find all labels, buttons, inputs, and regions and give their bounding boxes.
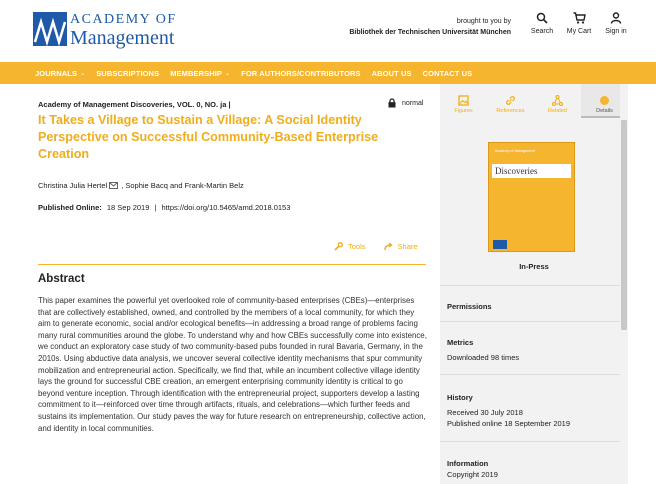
history-section — [447, 392, 570, 429]
status-label: In-Press — [519, 262, 549, 271]
divider — [440, 321, 620, 322]
cart-label: My Cart — [566, 28, 592, 35]
journal-name[interactable]: Academy of Management Discoveries, — [38, 100, 175, 109]
main-nav — [0, 62, 656, 84]
chevron-down-icon: ⌄ — [225, 70, 231, 77]
nav-label: CONTACT US — [422, 68, 473, 78]
wrench-icon — [334, 242, 343, 251]
brought-by-text: brought to you by — [456, 18, 511, 25]
separator: | — [154, 203, 157, 212]
history-heading: History — [447, 393, 473, 402]
published-date: 18 Sep 2019 — [106, 203, 150, 212]
tab-label: Figures — [454, 108, 473, 114]
mail-icon[interactable] — [109, 182, 118, 189]
tab-references[interactable] — [487, 84, 534, 118]
aom-logo[interactable] — [33, 12, 177, 48]
aom-logo-mark-icon — [33, 12, 67, 46]
circle-icon — [599, 95, 610, 106]
metrics-section — [447, 337, 519, 363]
download-count: Downloaded 98 times — [447, 353, 520, 362]
journal-cover[interactable] — [488, 142, 575, 252]
abstract-text: This paper examines the powerful yet overlooked role of community-based enterprises (CBEs)—enterprises that are collectively established, owned, and controlled by the members of a local community, for which they aim to generate economic, social and/or ecological benefits—in addressing a broad range of problems facing many rural communities around the globe. To understand why and how CBEs successfully come into existence, we conduct an exploratory case study of two community-based pubs founded in rural Bavaria, Germany, in the 2010s. Using abductive data analysis, we uncover several collective identity mechanisms that spur community mobilization and entrepreneurial action. Specifically, we find that, while an incumbent collective village identity lays the ground for successful CBE creation, an emergent enterprising community identity is critical to go beyond venture inception. Through identification with the entrepreneurial project, supporters develop a lasting commitment to it—reinforced over time through artifacts, rituals, and celebrations—which further feeds and sustains its implementation. Our study paves the way for future research on entrepreneurship, collective action, and identity in local communities. — [38, 296, 427, 433]
nav-label: SUBSCRIPTIONS — [96, 68, 160, 78]
tab-figures[interactable] — [440, 84, 487, 118]
article-tools — [334, 242, 436, 251]
tab-related[interactable] — [534, 84, 581, 118]
tab-label: Details — [596, 108, 613, 114]
doi-link[interactable]: https://doi.org/10.5465/amd.2018.0153 — [161, 203, 291, 212]
author-link[interactable]: Christina Julia Hertel — [38, 181, 108, 190]
logo-line2: Management — [70, 27, 175, 49]
image-icon — [458, 95, 469, 106]
tools-button[interactable] — [334, 242, 366, 251]
access-indicator — [388, 98, 423, 108]
cart-icon — [573, 11, 586, 25]
signin-button[interactable] — [603, 11, 629, 35]
divider — [440, 441, 620, 442]
divider — [440, 374, 620, 375]
metrics-heading: Metrics — [447, 338, 474, 347]
site-header — [0, 0, 656, 62]
tab-label: References — [496, 108, 525, 114]
search-button[interactable] — [529, 11, 555, 35]
nav-item-membership[interactable] — [170, 69, 230, 78]
tab-label: Related — [548, 108, 567, 114]
scrollbar-thumb[interactable] — [621, 120, 627, 330]
permissions-section[interactable] — [447, 301, 492, 316]
sidebar-tabs — [440, 84, 628, 118]
access-label: normal — [402, 99, 424, 107]
nav-item-contact-us[interactable] — [423, 69, 473, 78]
abstract-heading: Abstract — [38, 273, 85, 285]
lock-icon — [388, 98, 396, 108]
link-icon — [505, 95, 516, 106]
share-icon — [384, 242, 393, 251]
nav-label: JOURNALS — [35, 68, 78, 78]
author-list — [38, 181, 244, 190]
details-sidebar — [440, 84, 628, 484]
journal-citation — [38, 100, 231, 109]
signin-label: Sign in — [605, 28, 627, 35]
other-authors[interactable]: , Sophie Bacq and Frank-Martin Belz — [121, 181, 244, 190]
nav-item-about-us[interactable] — [372, 69, 412, 78]
search-label: Search — [530, 28, 554, 35]
information-section — [447, 458, 498, 480]
search-icon — [536, 11, 548, 25]
permissions-heading: Permissions — [447, 302, 492, 311]
cover-logo-icon — [493, 240, 507, 249]
published-online-date: Published online 18 September 2019 — [447, 419, 571, 428]
nav-item-subscriptions[interactable] — [96, 69, 159, 78]
logo-line1: ACADEMY OF — [70, 12, 177, 27]
nav-item-for-authors[interactable] — [241, 69, 360, 78]
copyright-text: Copyright 2019 — [447, 470, 498, 479]
nav-label: FOR AUTHORS/CONTRIBUTORS — [241, 68, 361, 78]
cover-small-text: Academy of Management — [495, 149, 535, 153]
cart-button[interactable] — [566, 11, 592, 35]
journal-volume: VOL. 0, NO. ja | — [176, 100, 231, 109]
share-button[interactable] — [384, 242, 418, 251]
information-heading: Information — [447, 459, 489, 468]
article-title: It Takes a Village to Sustain a Village: A Social Identity Perspective on Successful Community-Based Enterprise Creation — [38, 113, 379, 161]
chevron-down-icon: ⌄ — [80, 70, 86, 77]
user-icon — [610, 11, 622, 25]
cover-title: Discoveries — [492, 164, 571, 178]
published-label: Published Online: — [38, 203, 102, 212]
share-nodes-icon — [552, 95, 563, 106]
published-info — [38, 203, 290, 212]
share-label: Share — [397, 242, 418, 251]
nav-label: MEMBERSHIP — [170, 68, 223, 78]
nav-label: ABOUT US — [371, 68, 412, 78]
received-date: Received 30 July 2018 — [447, 408, 523, 417]
institution-access — [349, 16, 511, 38]
tools-label: Tools — [348, 242, 366, 251]
institution-name: Bibliothek der Technischen Universität München — [349, 29, 511, 37]
divider — [38, 264, 426, 265]
divider — [440, 285, 620, 286]
nav-item-journals[interactable] — [35, 69, 85, 78]
